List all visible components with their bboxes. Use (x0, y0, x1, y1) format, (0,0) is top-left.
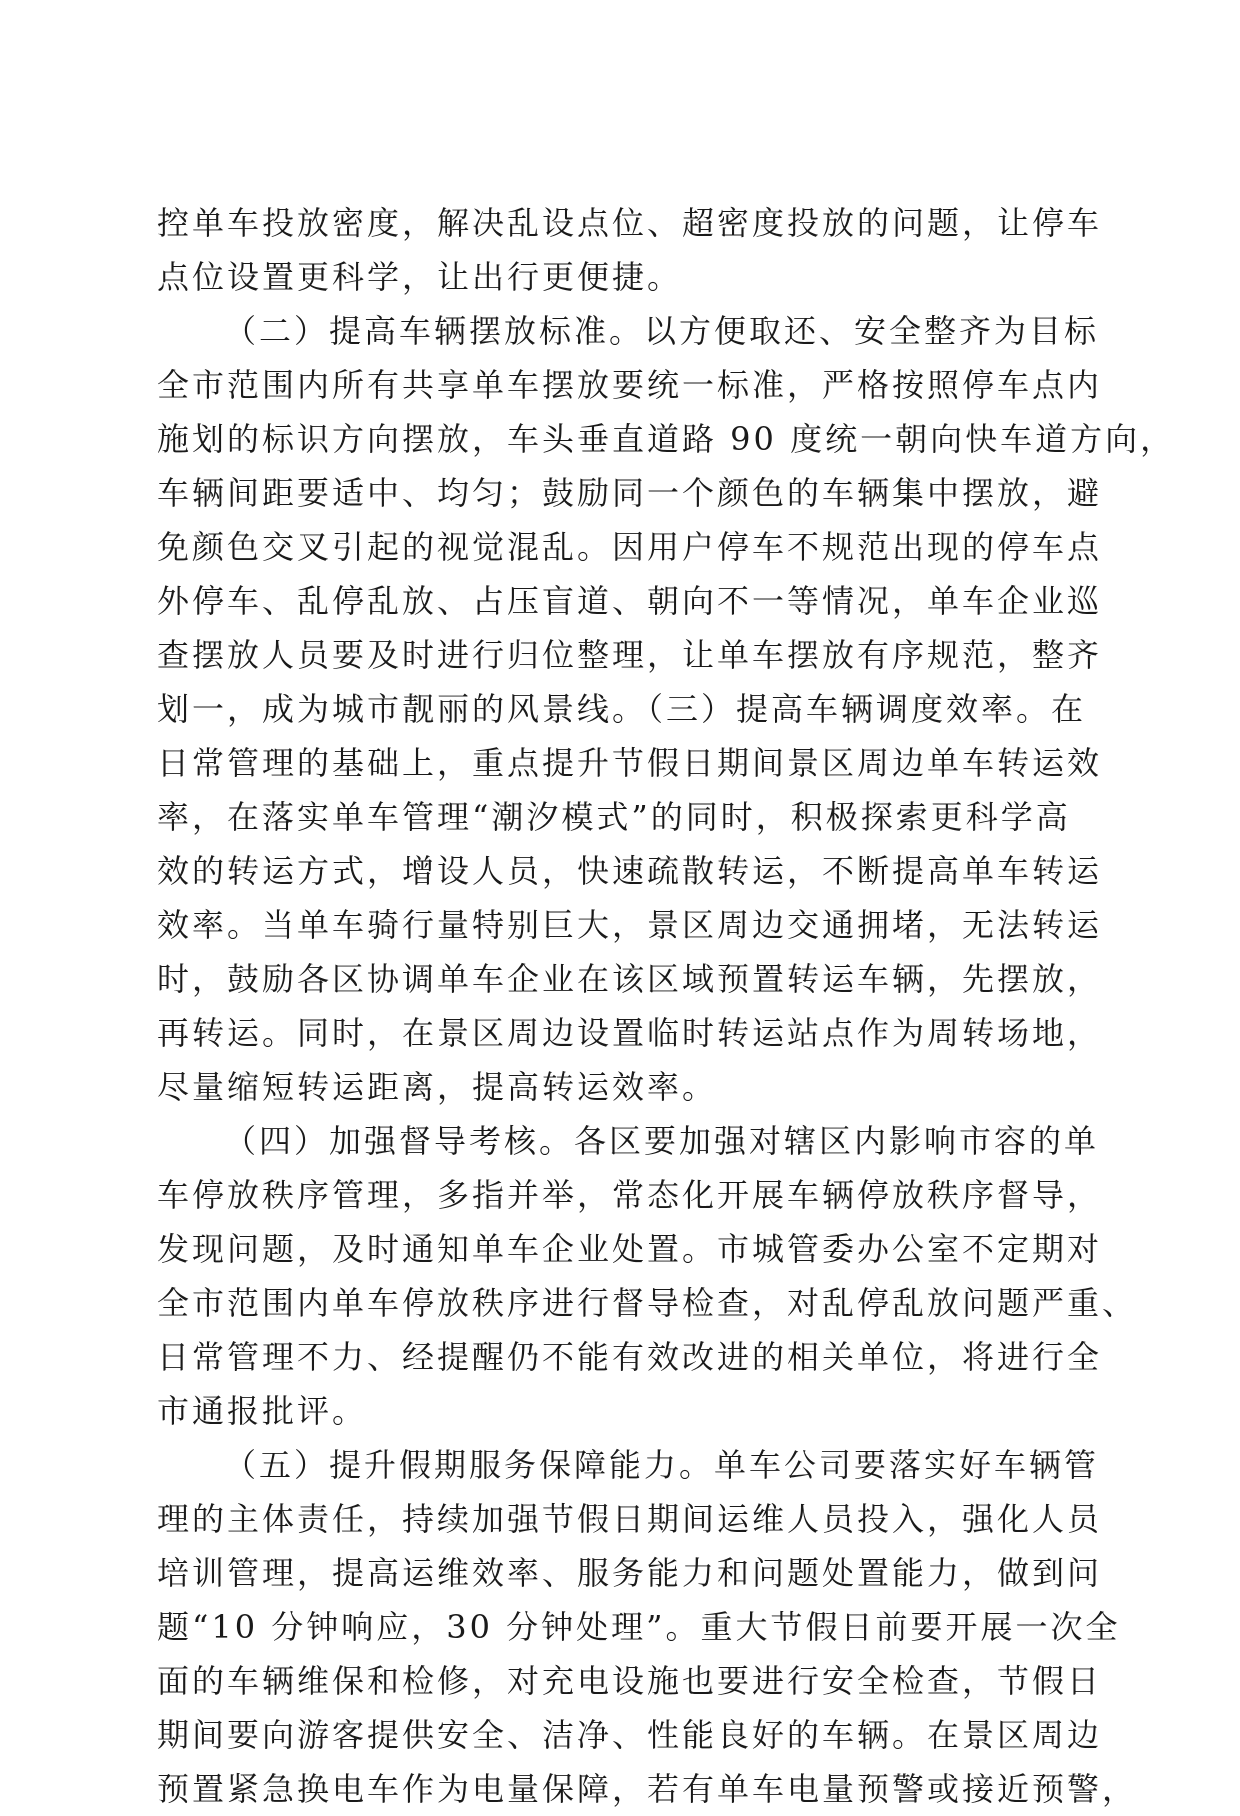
text-line: 面的车辆维保和检修，对充电设施也要进行安全检查，节假日 (157, 1662, 1103, 1700)
text-line: 全市范围内单车停放秩序进行督导检查，对乱停乱放问题严重、 (157, 1284, 1138, 1322)
text-line: 全市范围内所有共享单车摆放要统一标准，严格按照停车点内 (157, 366, 1103, 404)
text-line: 车停放秩序管理，多指并举，常态化开展车辆停放秩序督导， (157, 1176, 1103, 1214)
text-line: 施划的标识方向摆放，车头垂直道路 90 度统一朝向快车道方向， (157, 420, 1176, 458)
text-line: 点位设置更科学，让出行更便捷。 (157, 258, 683, 296)
text-line: 期间要向游客提供安全、洁净、性能良好的车辆。在景区周边 (157, 1716, 1103, 1754)
text-line: （五）提升假期服务保障能力。单车公司要落实好车辆管 (224, 1446, 1100, 1484)
text-line: 题“10 分钟响应，30 分钟处理”。重大节假日前要开展一次全 (157, 1608, 1121, 1646)
document-body (157, 196, 1176, 1816)
text-line: 预置紧急换电车作为电量保障，若有单车电量预警或接近预警， (157, 1770, 1138, 1808)
text-line: 效的转运方式，增设人员，快速疏散转运，不断提高单车转运 (157, 852, 1103, 890)
text-line: 尽量缩短转运距离，提高转运效率。 (157, 1068, 718, 1106)
text-line: 效率。当单车骑行量特别巨大，景区周边交通拥堵，无法转运 (157, 906, 1103, 944)
text-line: （四）加强督导考核。各区要加强对辖区内影响市容的单 (224, 1122, 1100, 1160)
text-line: 免颜色交叉引起的视觉混乱。因用户停车不规范出现的停车点 (157, 528, 1103, 566)
text-line: 理的主体责任，持续加强节假日期间运维人员投入，强化人员 (157, 1500, 1103, 1538)
text-line: 发现问题，及时通知单车企业处置。市城管委办公室不定期对 (157, 1230, 1103, 1268)
text-line: 市通报批评。 (157, 1392, 368, 1430)
text-line: 控单车投放密度，解决乱设点位、超密度投放的问题，让停车 (157, 204, 1103, 242)
text-line: 培训管理，提高运维效率、服务能力和问题处置能力，做到问 (157, 1554, 1103, 1592)
text-line: 率，在落实单车管理“潮汐模式”的同时，积极探索更科学高 (157, 798, 1071, 836)
text-line: 车辆间距要适中、均匀；鼓励同一个颜色的车辆集中摆放，避 (157, 474, 1103, 512)
text-line: （二）提高车辆摆放标准。以方便取还、安全整齐为目标 (224, 312, 1100, 350)
text-line: 再转运。同时，在景区周边设置临时转运站点作为周转场地， (157, 1014, 1103, 1052)
text-line: 时，鼓励各区协调单车企业在该区域预置转运车辆，先摆放， (157, 960, 1103, 998)
text-line: 日常管理不力、经提醒仍不能有效改进的相关单位，将进行全 (157, 1338, 1103, 1376)
text-line: 外停车、乱停乱放、占压盲道、朝向不一等情况，单车企业巡 (157, 582, 1103, 620)
text-line: 日常管理的基础上，重点提升节假日期间景区周边单车转运效 (157, 744, 1103, 782)
text-line: 划一，成为城市靓丽的风景线。（三）提高车辆调度效率。在 (157, 690, 1087, 728)
text-line: 查摆放人员要及时进行归位整理，让单车摆放有序规范，整齐 (157, 636, 1103, 674)
